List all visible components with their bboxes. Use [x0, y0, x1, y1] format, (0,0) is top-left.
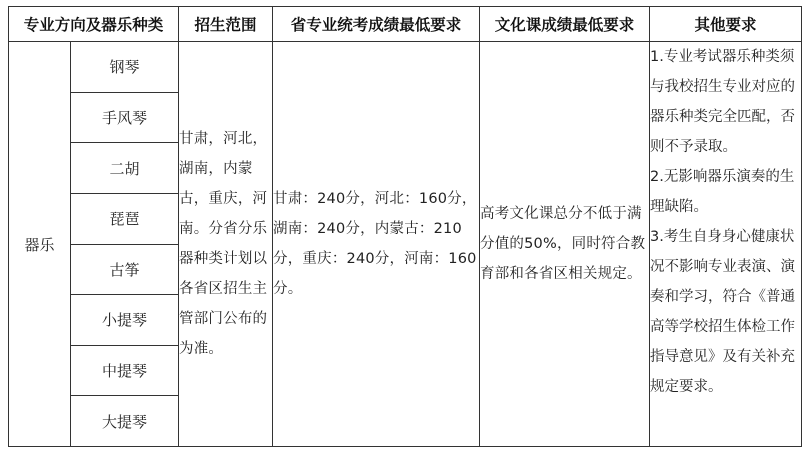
instrument-pipa: 琵琶	[71, 193, 179, 244]
other-requirement-1: 1.专业考试器乐种类须与我校招生专业对应的器乐种类完全匹配，否则不予录取。	[650, 49, 796, 155]
instrument-guzheng: 古筝	[71, 244, 179, 295]
category-cell: 器乐	[9, 42, 71, 447]
header-major: 专业方向及器乐种类	[9, 7, 179, 42]
instrument-viola: 中提琴	[71, 345, 179, 396]
instrument-accordion: 手风琴	[71, 92, 179, 143]
header-row	[9, 7, 802, 42]
instrument-erhu: 二胡	[71, 143, 179, 194]
instrument-violin: 小提琴	[71, 295, 179, 346]
other-requirement-3: 3.考生自身身心健康状况不影响专业表演、演奏和学习，符合《普通高等学校招生体检工作指导意见》及有关补充规定要求。	[650, 229, 796, 395]
instrument-piano: 钢琴	[71, 42, 179, 93]
scope-cell: 甘肃，河北，湖南，内蒙古，重庆，河南。分省分乐器种类计划以各省区招生主管部门公布的为准。	[179, 42, 273, 447]
table-row	[9, 42, 802, 93]
admission-requirements-table	[8, 6, 802, 447]
header-provincial: 省专业统考成绩最低要求	[273, 7, 480, 42]
provincial-score-cell: 甘肃：240分，河北：160分，湖南：240分，内蒙古：210分，重庆：240分，河南：160分。	[273, 42, 480, 447]
instrument-cello: 大提琴	[71, 396, 179, 447]
other-requirements-cell	[650, 42, 802, 447]
header-scope: 招生范围	[179, 7, 273, 42]
other-requirement-2: 2.无影响器乐演奏的生理缺陷。	[650, 169, 795, 215]
culture-score-cell: 高考文化课总分不低于满分值的50%，同时符合教育部和各省区相关规定。	[480, 42, 650, 447]
header-culture: 文化课成绩最低要求	[480, 7, 650, 42]
header-other: 其他要求	[650, 7, 802, 42]
